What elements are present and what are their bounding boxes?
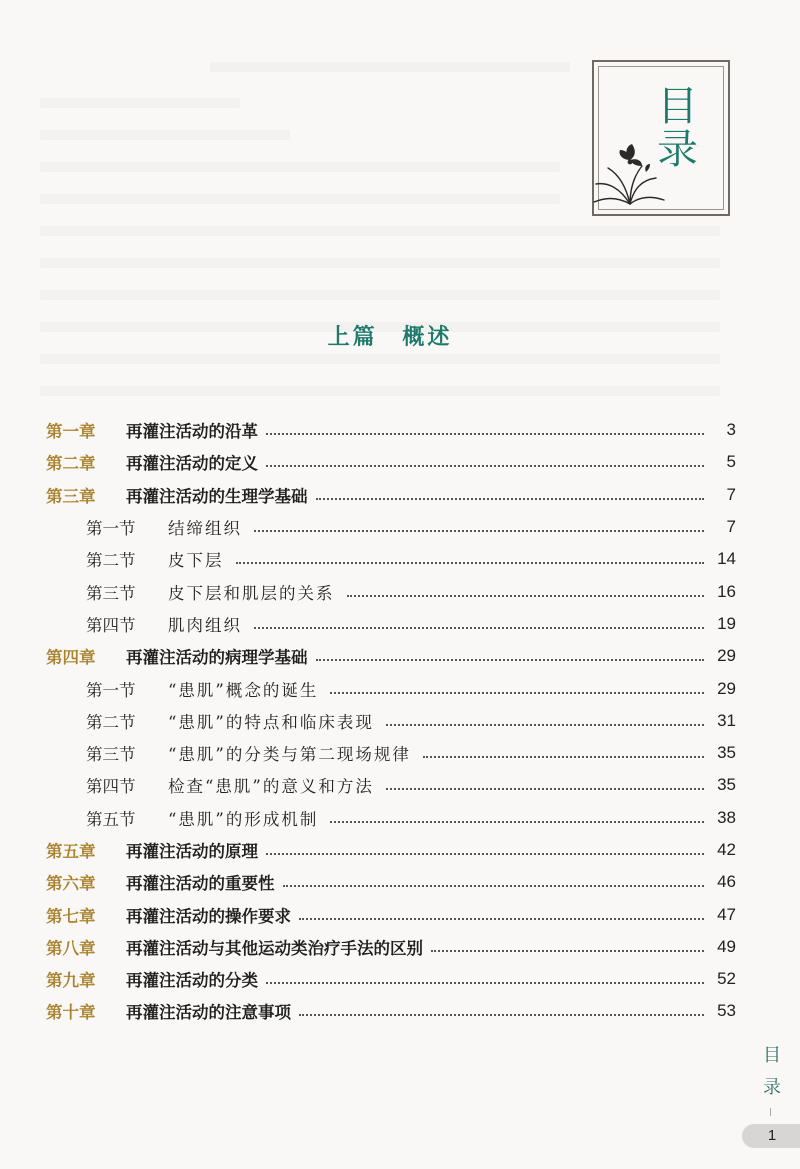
chapter-title: 再灌注活动的定义 (126, 454, 258, 474)
toc-chapter-row[interactable] (46, 963, 736, 995)
chapter-number: 第一章 (46, 422, 96, 442)
dot-leader (266, 433, 704, 435)
section-number: 第一节 (86, 519, 136, 539)
chapter-number: 第七章 (46, 906, 96, 926)
page-ref: 5 (726, 452, 736, 472)
toc-chapter-row[interactable] (46, 479, 736, 511)
section-number: 第二节 (86, 712, 136, 732)
section-title: “患肌”的形成机制 (168, 809, 319, 829)
chapter-title: 再灌注活动的原理 (126, 842, 258, 861)
chapter-title: 再灌注活动的重要性 (126, 874, 275, 894)
toc-chapter-row[interactable] (46, 446, 736, 478)
chapter-number: 第五章 (46, 842, 96, 861)
page-ref: 35 (717, 775, 736, 795)
page-ref: 3 (726, 420, 736, 440)
dot-leader (347, 595, 705, 597)
toc-section-row[interactable] (46, 705, 736, 737)
dot-leader (299, 1014, 704, 1016)
page-ref: 49 (717, 936, 736, 956)
section-title: 结缔组织 (168, 519, 242, 539)
toc-chapter-row[interactable] (46, 640, 736, 672)
toc-chapter-row[interactable] (46, 898, 736, 930)
section-number: 第四节 (86, 777, 136, 797)
section-number: 第三节 (86, 745, 136, 765)
section-title: “患肌”的特点和临床表现 (168, 712, 374, 732)
page-number: 1 (767, 1127, 777, 1144)
chapter-number: 第十章 (46, 1003, 96, 1023)
chapter-title: 再灌注活动的分类 (126, 971, 258, 991)
page-ref: 7 (726, 517, 736, 537)
section-title: “患肌”概念的诞生 (168, 680, 319, 700)
toc-chapter-row[interactable] (46, 931, 736, 963)
toc-section-row[interactable] (46, 543, 736, 575)
dot-leader (283, 885, 705, 887)
part-title: 上篇 概述 (327, 324, 453, 350)
chapter-title: 再灌注活动与其他运动类治疗手法的区别 (126, 938, 423, 958)
toc-section-row[interactable] (46, 769, 736, 801)
section-number: 第一节 (86, 680, 136, 700)
toc-section-row[interactable] (46, 737, 736, 769)
toc-section-row[interactable] (46, 802, 736, 834)
section-title: 皮下层 (168, 551, 224, 571)
page-ref: 29 (717, 646, 736, 666)
dot-leader (431, 950, 704, 952)
section-number: 第四节 (86, 615, 136, 635)
page-ref: 14 (717, 549, 736, 569)
chapter-title: 再灌注活动的生理学基础 (126, 486, 308, 506)
dot-leader (423, 756, 704, 758)
section-number: 第二节 (86, 551, 136, 571)
section-title: “患肌”的分类与第二现场规律 (168, 745, 411, 765)
dot-leader (266, 853, 704, 855)
toc-section-row[interactable] (46, 575, 736, 607)
toc-chapter-row[interactable] (46, 866, 736, 898)
dot-leader (266, 982, 704, 984)
chapter-title: 再灌注活动的病理学基础 (126, 648, 308, 668)
orchid-icon (590, 138, 672, 208)
side-running-label: 目录 (763, 1045, 781, 1098)
section-number: 第三节 (86, 583, 136, 603)
toc-section-row[interactable] (46, 608, 736, 640)
dot-leader (386, 724, 704, 726)
chapter-title: 再灌注活动的操作要求 (126, 906, 291, 926)
section-title: 皮下层和肌层的关系 (168, 583, 335, 603)
dot-leader (299, 918, 704, 920)
chapter-title: 再灌注活动的注意事项 (126, 1003, 291, 1023)
page-ref: 47 (717, 904, 736, 924)
page-ref: 38 (717, 807, 736, 827)
dot-leader (236, 562, 705, 564)
toc-chapter-row[interactable] (46, 414, 736, 446)
page-ref: 46 (717, 872, 736, 892)
toc-section-row[interactable] (46, 672, 736, 704)
chapter-number: 第六章 (46, 874, 96, 894)
dot-leader (386, 788, 704, 790)
page-ref: 35 (717, 743, 736, 763)
chapter-number: 第八章 (46, 938, 96, 958)
toc-section-row[interactable] (46, 511, 736, 543)
table-of-contents (46, 414, 736, 1028)
page-ref: 7 (726, 484, 736, 504)
dot-leader (316, 659, 705, 661)
dot-leader (266, 465, 704, 467)
chapter-number: 第四章 (46, 648, 96, 668)
chapter-title: 再灌注活动的沿革 (126, 422, 258, 442)
toc-chapter-row[interactable] (46, 995, 736, 1027)
page-ref: 42 (717, 840, 736, 859)
page-ref: 53 (717, 1001, 736, 1021)
page-ref: 31 (717, 710, 736, 730)
chapter-number: 第三章 (46, 486, 96, 506)
dot-leader (330, 692, 704, 694)
page-ref: 52 (717, 969, 736, 989)
toc-chapter-row[interactable] (46, 834, 736, 866)
dot-leader (330, 821, 704, 823)
dot-leader (254, 627, 704, 629)
section-title: 肌肉组织 (168, 615, 242, 635)
page-ref: 29 (717, 678, 736, 698)
page-ref: 16 (717, 581, 736, 601)
dot-leader (254, 530, 704, 532)
page-title: 目录 (650, 84, 698, 170)
chapter-number: 第九章 (46, 971, 96, 991)
dot-leader (316, 498, 705, 500)
chapter-number: 第二章 (46, 454, 96, 474)
page-ref: 19 (717, 613, 736, 633)
section-title: 检查“患肌”的意义和方法 (168, 777, 374, 797)
section-number: 第五节 (86, 809, 136, 829)
side-divider (770, 1108, 771, 1116)
